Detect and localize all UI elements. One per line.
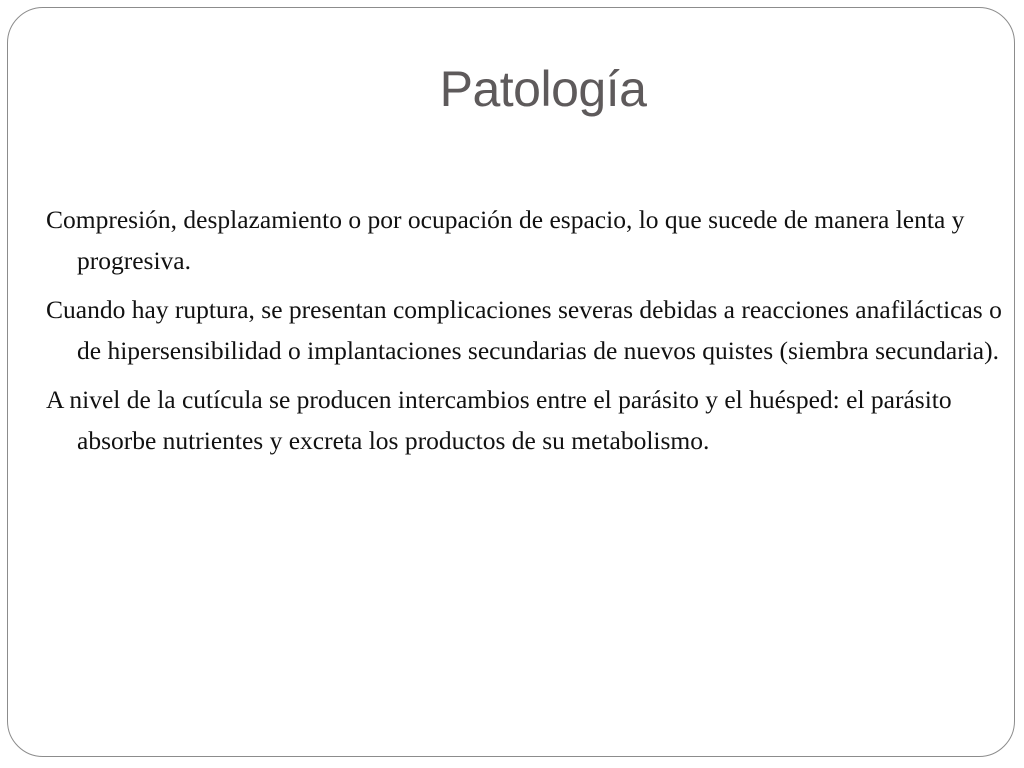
paragraph-rupture: Cuando hay ruptura, se presentan complicaciones severas debidas a reacciones anafilácticas o de hipersensibilidad o implantaciones secundarias de nuevos quistes (siembra secundaria). <box>46 295 1002 365</box>
paragraph-cuticle: A nivel de la cutícula se producen intercambios entre el parásito y el huésped: el parásito absorbe nutrientes y excreta los productos de su metabolismo. <box>46 385 952 455</box>
slide-frame <box>7 7 1015 757</box>
slide-body <box>46 199 1016 469</box>
paragraph-compression: Compresión, desplazamiento o por ocupación de espacio, lo que sucede de manera lenta y progresiva. <box>46 205 965 275</box>
slide-title: Patología <box>439 61 647 117</box>
